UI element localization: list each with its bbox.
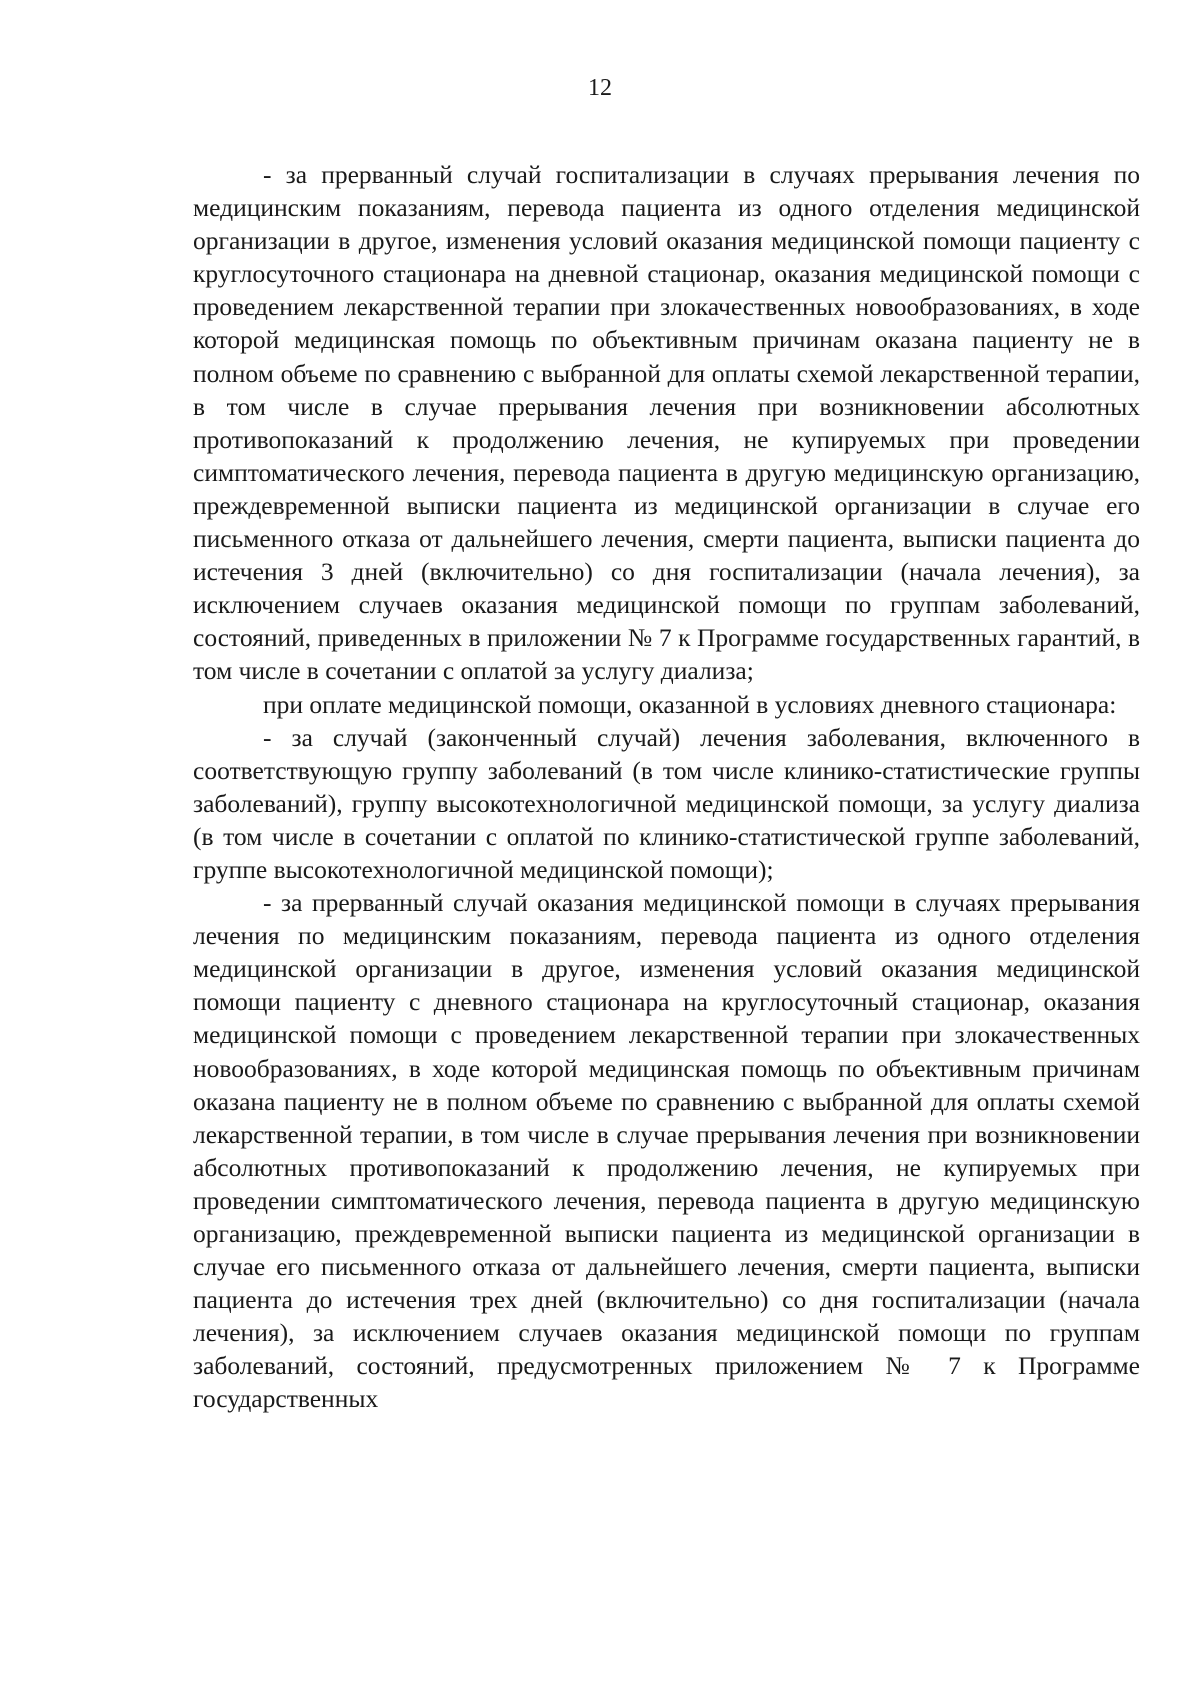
paragraph-day-hospital-payment: при оплате медицинской помощи, оказанной в условиях дневного стационара: [263,689,1117,719]
page-number: 12 [588,75,612,101]
document-body [193,158,1140,1416]
paragraph-interrupted-care-case: - за прерванный случай оказания медицинской помощи в случаях прерывания лечения по медицинским показаниям, перевода пациента из одного отделения медицинской организации в другое, изменения условий оказания медицинской помощи пациенту с дневного стационара на круглосуточный стационар, оказания медицинской помощи с проведением лекарственной терапии при злокачественных новообразованиях, в ходе которой медицинская помощь по объективным причинам оказана пациенту не в полном объеме по сравнению с выбранной для оплаты схемой лекарственной терапии, в том числе в случае прерывания лечения при возникновении абсолютных противопоказаний к продолжению лечения, не купируемых при проведении симптоматического лечения, перевода пациента в другую медицинскую организацию, преждевременной выписки пациента из медицинской организации в случае его письменного отказа от дальнейшего лечения, смерти пациента, выписки пациента до истечения трех дней (включительно) со дня госпитализации (начала лечения), за исключением случаев оказания медицинской помощи по группам заболеваний, состояний, предусмотренных приложением № 7 к Программе государственных [193,888,1140,1414]
paragraph-interrupted-hospitalization: - за прерванный случай госпитализации в случаях прерывания лечения по медицинским показаниям, перевода пациента из одного отделения медицинской организации в другое, изменения условий оказания медицинской помощи пациенту с круглосуточного стационара на дневной стационар, оказания медицинской помощи с проведением лекарственной терапии при злокачественных новообразованиях, в ходе которой медицинская помощь по объективным причинам оказана пациенту не в полном объеме по сравнению с выбранной для оплаты схемой лекарственной терапии, в том числе в случае прерывания лечения при возникновении абсолютных противопоказаний к продолжению лечения, не купируемых при проведении симптоматического лечения, перевода пациента в другую медицинскую организацию, преждевременной выписки пациента из медицинской организации в случае его письменного отказа от дальнейшего лечения, смерти пациента, выписки пациента до истечения 3 дней (включительно) со дня госпитализации (начала лечения), за исключением случаев оказания медицинской помощи по группам заболеваний, состояний, приведенных в приложении № 7 к Программе государственных гарантий, в том числе в сочетании с оплатой за услугу диализа; [193,160,1140,686]
paragraph-completed-case: - за случай (законченный случай) лечения заболевания, включенного в соответствующую группу заболеваний (в том числе клинико-статистические группы заболеваний), группу высокотехнологичной медицинской помощи, за услугу диализа (в том числе в сочетании с оплатой по клинико-статистической группе заболеваний, группе высокотехнологичной медицинской помощи); [193,722,1140,884]
